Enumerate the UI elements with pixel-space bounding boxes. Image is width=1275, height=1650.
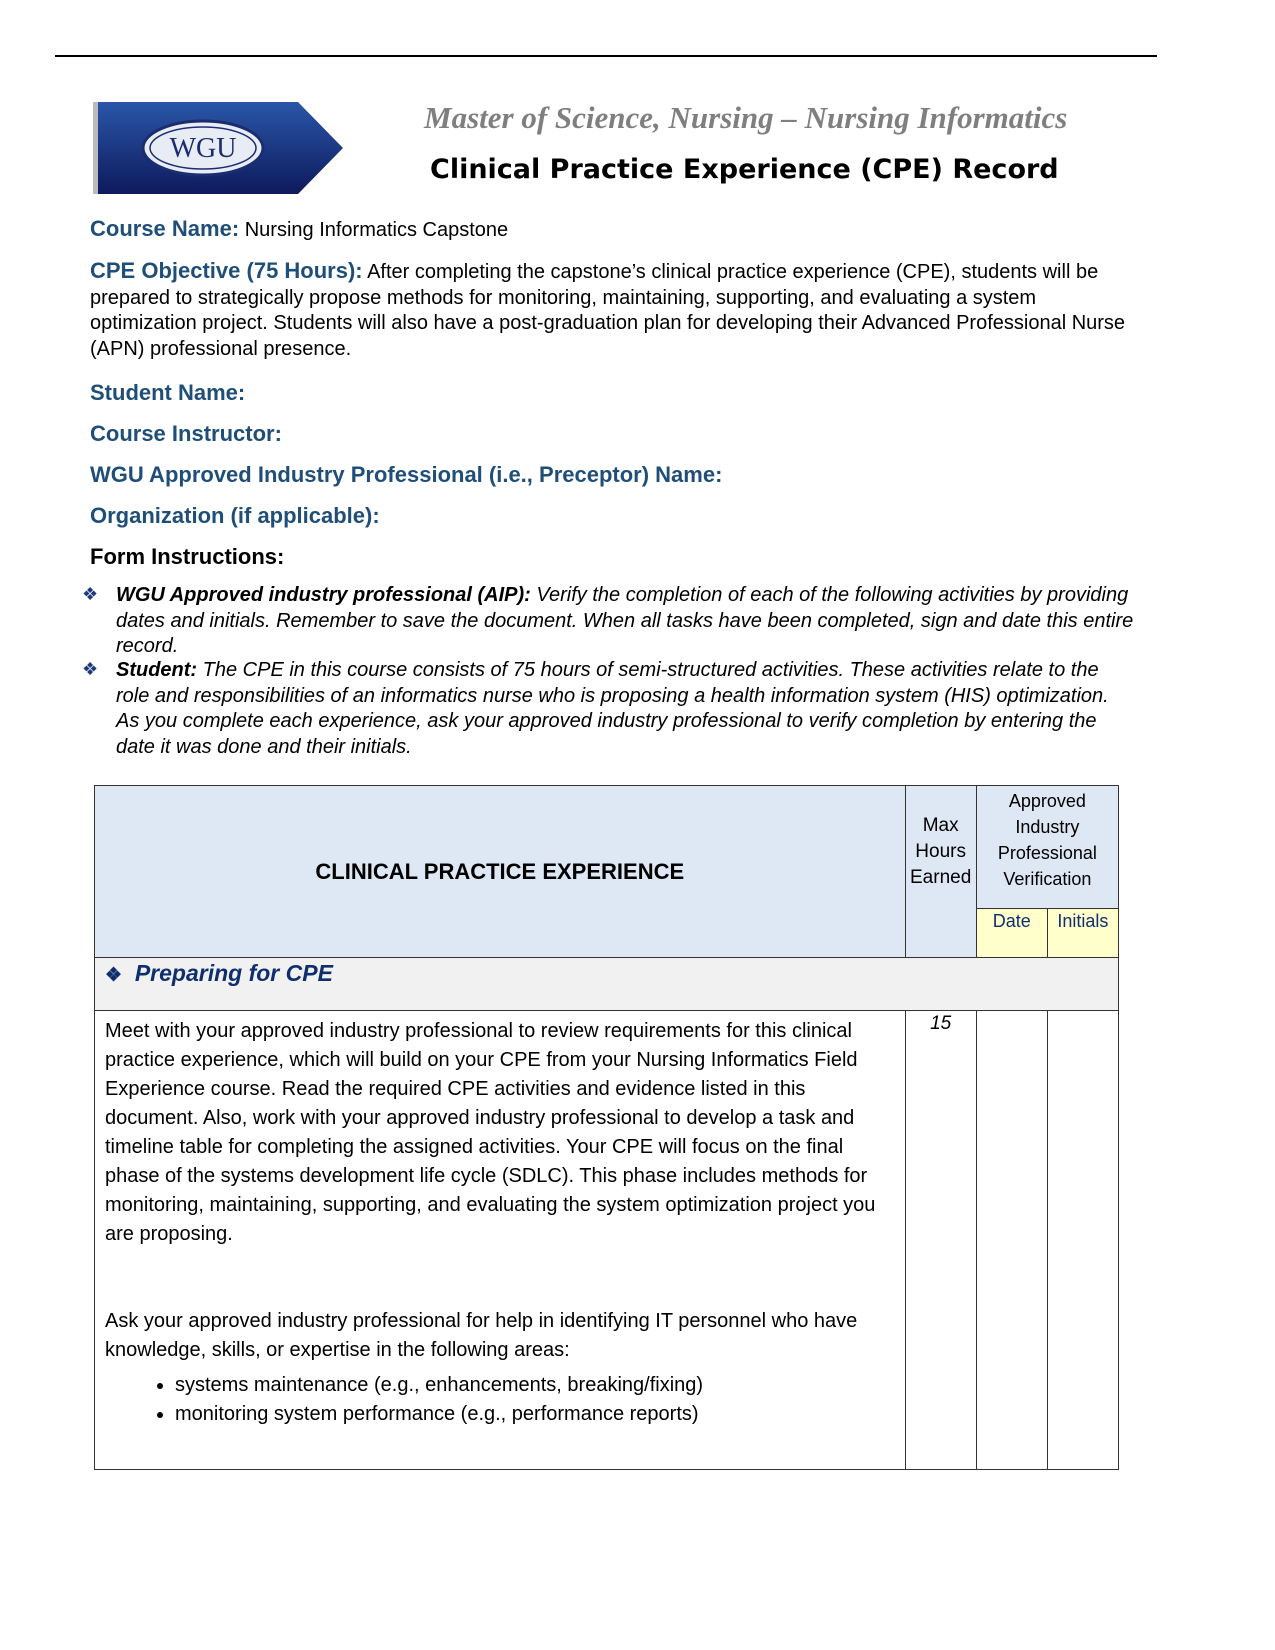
instruction-student-text: The CPE in this course consists of 75 hours of semi-structured activities. These activities relate to the role and responsibilities of an informatics nurse who is proposing a health information system (HIS) optimization. As you complete each experience, ask your approved industry professional to verify completion by entering the date it was done and their initials. [116, 659, 1109, 758]
organization-field[interactable]: Organization (if applicable): [90, 503, 380, 528]
form-instructions-title: Form Instructions: [90, 544, 285, 569]
col-header-max-hours: Max Hours Earned [905, 786, 976, 958]
instruction-aip [116, 583, 1136, 660]
instruction-student-label: Student: [116, 659, 198, 681]
course-name-value: Nursing Informatics Capstone [244, 219, 509, 241]
course-name-label: Course Name: [90, 216, 240, 241]
activity-paragraph-1: Meet with your approved industry professional to review requirements for this clinical practice experience, which will build on your CPE from your Nursing Informatics Field Experience course. Read the required CPE activities and evidence listed in this document. Also, work with your approved industry professional to develop a task and timeline table for completing the assigned activities. Your CPE will focus on the final phase of the systems development life cycle (SDLC). This phase includes methods for monitoring, maintaining, supporting, and evaluating the system optimization project you are proposing. [105, 1020, 876, 1245]
student-name-field[interactable]: Student Name: [90, 380, 246, 405]
max-hours-value: 15 [905, 1011, 976, 1470]
col-header-experience: CLINICAL PRACTICE EXPERIENCE [95, 786, 906, 958]
initials-input-cell[interactable] [1047, 1011, 1118, 1470]
svg-text:WGU: WGU [169, 133, 237, 164]
diamond-bullet-icon: ❖ [82, 584, 99, 604]
objective-text: After completing the capstone’s clinical practice experience (CPE), students will be prepared to strategically propose methods for monitoring, maintaining, supporting, and evaluating a system optimization project. Students will also have a post-graduation plan for developing their Advanced Professional Nurse (APN) professional presence. [90, 261, 1126, 360]
diamond-bullet-icon: ❖ [82, 659, 99, 679]
date-input-cell[interactable] [976, 1011, 1047, 1470]
activity-description [95, 1011, 906, 1470]
activity-paragraph-2: Ask your approved industry professional for help in identifying IT personnel who have knowledge, skills, or expertise in the following areas: [105, 1310, 858, 1361]
instruction-aip-label: WGU Approved industry professional (AIP): [116, 584, 531, 606]
course-instructor-field[interactable]: Course Instructor: [90, 421, 282, 446]
section-preparing-for-cpe [95, 958, 1119, 1011]
course-name [90, 216, 1130, 244]
col-header-verification: Approved Industry Professional Verification [976, 786, 1118, 909]
section-title: Preparing for CPE [134, 960, 333, 986]
activity-bullet: • systems maintenance (e.g., enhancements, breaking/fixing) [175, 1371, 895, 1400]
preceptor-name-field[interactable]: WGU Approved Industry Professional (i.e., Preceptor) Name: [90, 462, 723, 487]
top-rule [55, 55, 1157, 57]
program-title: Master of Science, Nursing – Nursing Informatics [424, 100, 1068, 135]
document-title: Clinical Practice Experience (CPE) Record [430, 154, 1059, 185]
cpe-table [94, 785, 1119, 1470]
wgu-logo [93, 102, 343, 194]
col-header-initials: Initials [1047, 909, 1118, 958]
objective-label: CPE Objective (75 Hours): [90, 258, 363, 283]
instruction-student [116, 658, 1136, 760]
cpe-objective [90, 258, 1130, 362]
activity-bullet: • monitoring system performance (e.g., performance reports) [175, 1400, 895, 1429]
instruction-aip-text: Verify the completion of each of the following activities by providing dates and initials. Remember to save the document. When all tasks have been completed, sign and date this entire record. [116, 584, 1134, 657]
diamond-bullet-icon: ❖ [105, 965, 123, 986]
col-header-date: Date [976, 909, 1047, 958]
